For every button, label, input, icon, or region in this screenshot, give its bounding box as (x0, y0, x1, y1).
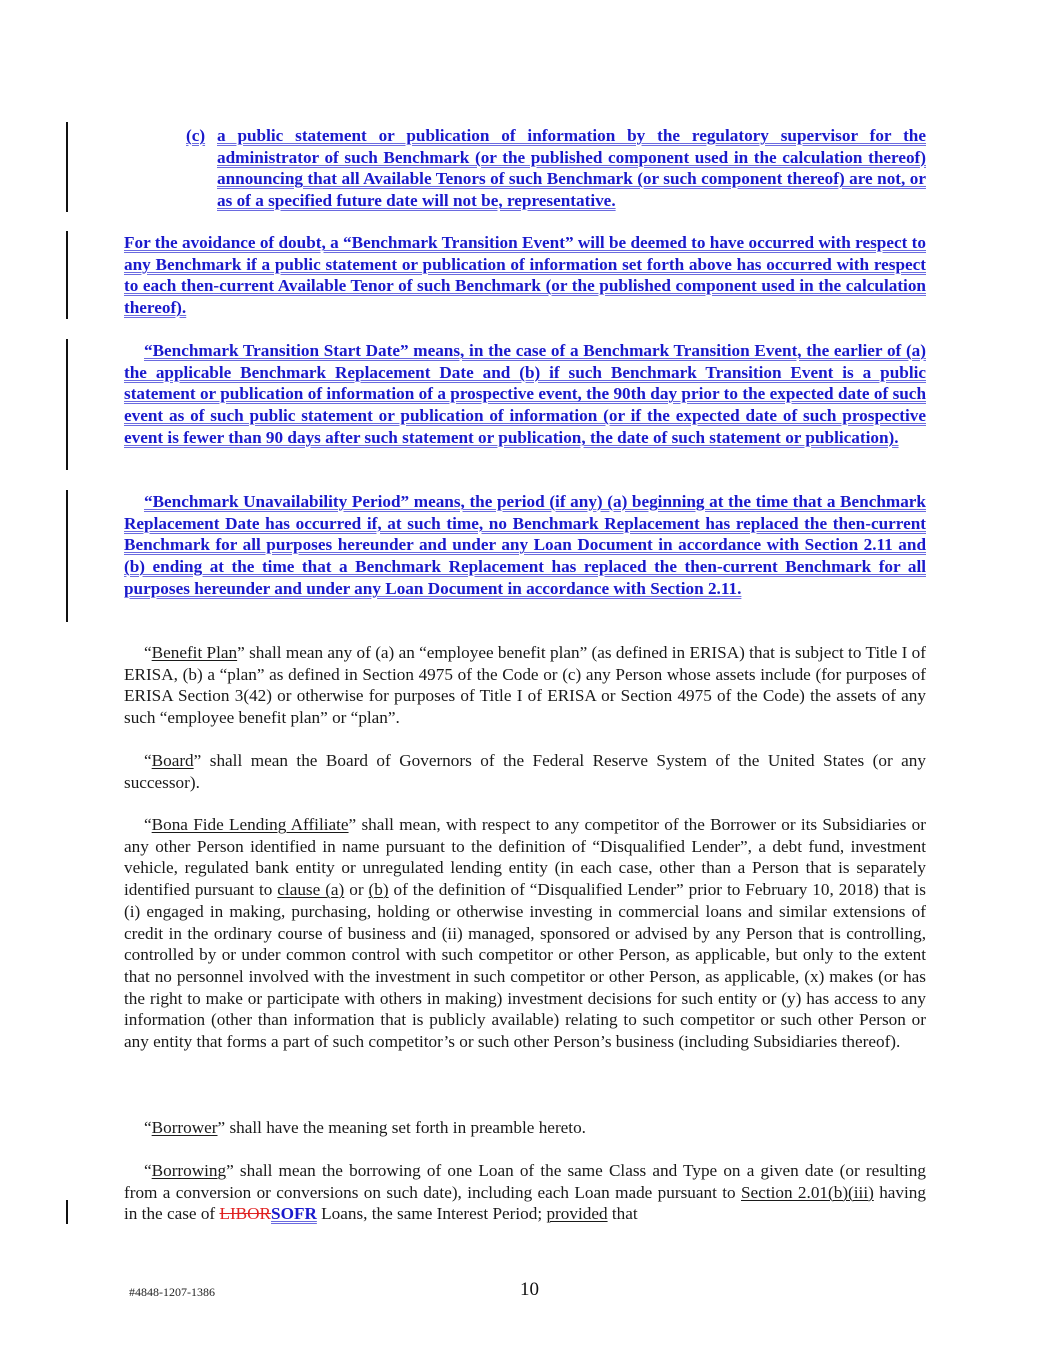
borrower-paragraph (124, 1117, 926, 1139)
section-reference: Section 2.01(b)(iii) (741, 1182, 874, 1202)
board-body: ” shall mean the Board of Governors of the Federal Reserve System of the United States (or any successor). (124, 751, 926, 792)
bona-fide-lending-affiliate-paragraph (124, 814, 926, 1053)
avoidance-of-doubt-paragraph (124, 232, 926, 319)
inserted-text-sofr: SOFR (271, 1204, 317, 1224)
benchmark-unavailability-period-paragraph (124, 491, 926, 600)
connector-text: or (344, 880, 369, 900)
change-bar (66, 231, 68, 319)
clause-c (186, 125, 926, 212)
defined-term-borrower: Borrower (151, 1118, 218, 1137)
borrowing-body-1: ” shall mean the borrowing of one Loan of the same Class and Type on a given date (or resulting from a conversion or conversions on such date), including each Loan made pursuant to (124, 1161, 926, 1202)
defined-term-bona-fide-lending-affiliate: Bona Fide Lending Affiliate (151, 815, 349, 834)
change-bar (66, 1200, 68, 1224)
change-bar (66, 122, 68, 212)
change-bar (66, 490, 68, 622)
provided-term: provided (546, 1204, 608, 1224)
bona-fide-body-2: of the definition of “Disqualified Lender” prior to February 10, 2018) that is (i) engaged in making, purchasing, holding or otherwise investing in commercial loans and similar extensions of credit in the ordinary course of business and (ii) managed, sponsored or advised by any Person that is controlling, controlled by or under common control with such competitor or other Person, as applicable, but only to the extent that no personnel involved with the investment in such competitor or other Person, as applicable, (x) makes (or has the right to make or participate with others in making) investment decisions for such entity or (y) has access to any information (other than information that is publicly available) relating to such competitor or such other Person or any entity that forms a part of such competitor’s or such other Person’s business (including Subsidiaries thereof). (124, 880, 926, 1052)
board-paragraph (124, 750, 926, 793)
clause-c-text: a public statement or publication of information by the regulatory supervisor for the administrator of such Benchmark (or the published component used in the calculation thereof) announcing that all Available Tenors of such Benchmark (or such component thereof) are not, or as of a specified future date will not be, representative. (217, 126, 926, 211)
quote: “ (144, 1161, 152, 1180)
clause-label: (c) (186, 126, 206, 145)
benchmark-transition-start-date-paragraph (124, 340, 926, 449)
benchmark-transition-start-date-text: “Benchmark Transition Start Date” means, in the case of a Benchmark Transition Event, the earlier of (a) the applicable Benchmark Replacement Date and (b) if such Benchmark Transition Event is a public statement or publication of information of a prospective event, the 90th day prior to the expected date of such event as of such public statement or publication of information (or if the expected date of such prospective event is fewer than 90 days after such statement or publication, the date of such statement or publication). (124, 341, 926, 447)
deleted-text-libor: LIBOR (219, 1204, 272, 1224)
clause-a-reference: clause (a) (277, 880, 345, 900)
quote: “ (144, 643, 152, 662)
benefit-plan-body: ” shall mean any of (a) an “employee benefit plan” (as defined in ERISA) that is subject to Title I of ERISA, (b) a “plan” as defined in Section 4975 of the Code or (c) any Person whose assets include (for purposes of ERISA Section 3(42) or otherwise for purposes of Title I of ERISA or Section 4975 of the Code) the assets of any such “employee benefit plan” or “plan”. (124, 643, 926, 728)
avoidance-of-doubt-text: For the avoidance of doubt, a “Benchmark Transition Event” will be deemed to have occurred with respect to any Benchmark if a public statement or publication of information set forth above has occurred with respect to each then-current Available Tenor of such Benchmark (or the published component used in the calculation thereof). (124, 233, 926, 318)
borrowing-paragraph (124, 1160, 926, 1225)
defined-term-benefit-plan: Benefit Plan (151, 643, 238, 662)
benefit-plan-paragraph (124, 642, 926, 729)
document-id: #4848-1207-1386 (129, 1285, 215, 1299)
change-bar (66, 339, 68, 470)
borrowing-body-4: that (607, 1204, 638, 1224)
defined-term-board: Board (151, 751, 194, 770)
quote: “ (144, 1118, 152, 1137)
quote: “ (144, 815, 152, 834)
clause-b-reference: (b) (368, 880, 389, 900)
borrowing-body-3: Loans, the same Interest Period; (316, 1204, 547, 1224)
page-number: 10 (520, 1279, 539, 1300)
quote: “ (144, 751, 152, 770)
benchmark-unavailability-period-text: “Benchmark Unavailability Period” means, the period (if any) (a) beginning at the time that a Benchmark Replacement Date has occurred if, at such time, no Benchmark Replacement has replaced the then-current Benchmark for all purposes hereunder and under any Loan Document in accordance with Section 2.11 and (b) ending at the time that a Benchmark Replacement has replaced the then-current Benchmark for all purposes hereunder and under any Loan Document in accordance with Section 2.11. (124, 492, 926, 598)
borrower-body: ” shall have the meaning set forth in preamble hereto. (217, 1118, 586, 1137)
defined-term-borrowing: Borrowing (151, 1161, 227, 1180)
borrowing-body-2: having in the case of (124, 1182, 926, 1224)
bona-fide-body-1: ” shall mean, with respect to any competitor of the Borrower or its Subsidiaries or any other Person identified in name pursuant to the definition of “Disqualified Lender”, a debt fund, investment vehicle, regulated bank entity or unregulated lending entity (in each case, other than a Person that is separately identified pursuant to (124, 815, 926, 900)
